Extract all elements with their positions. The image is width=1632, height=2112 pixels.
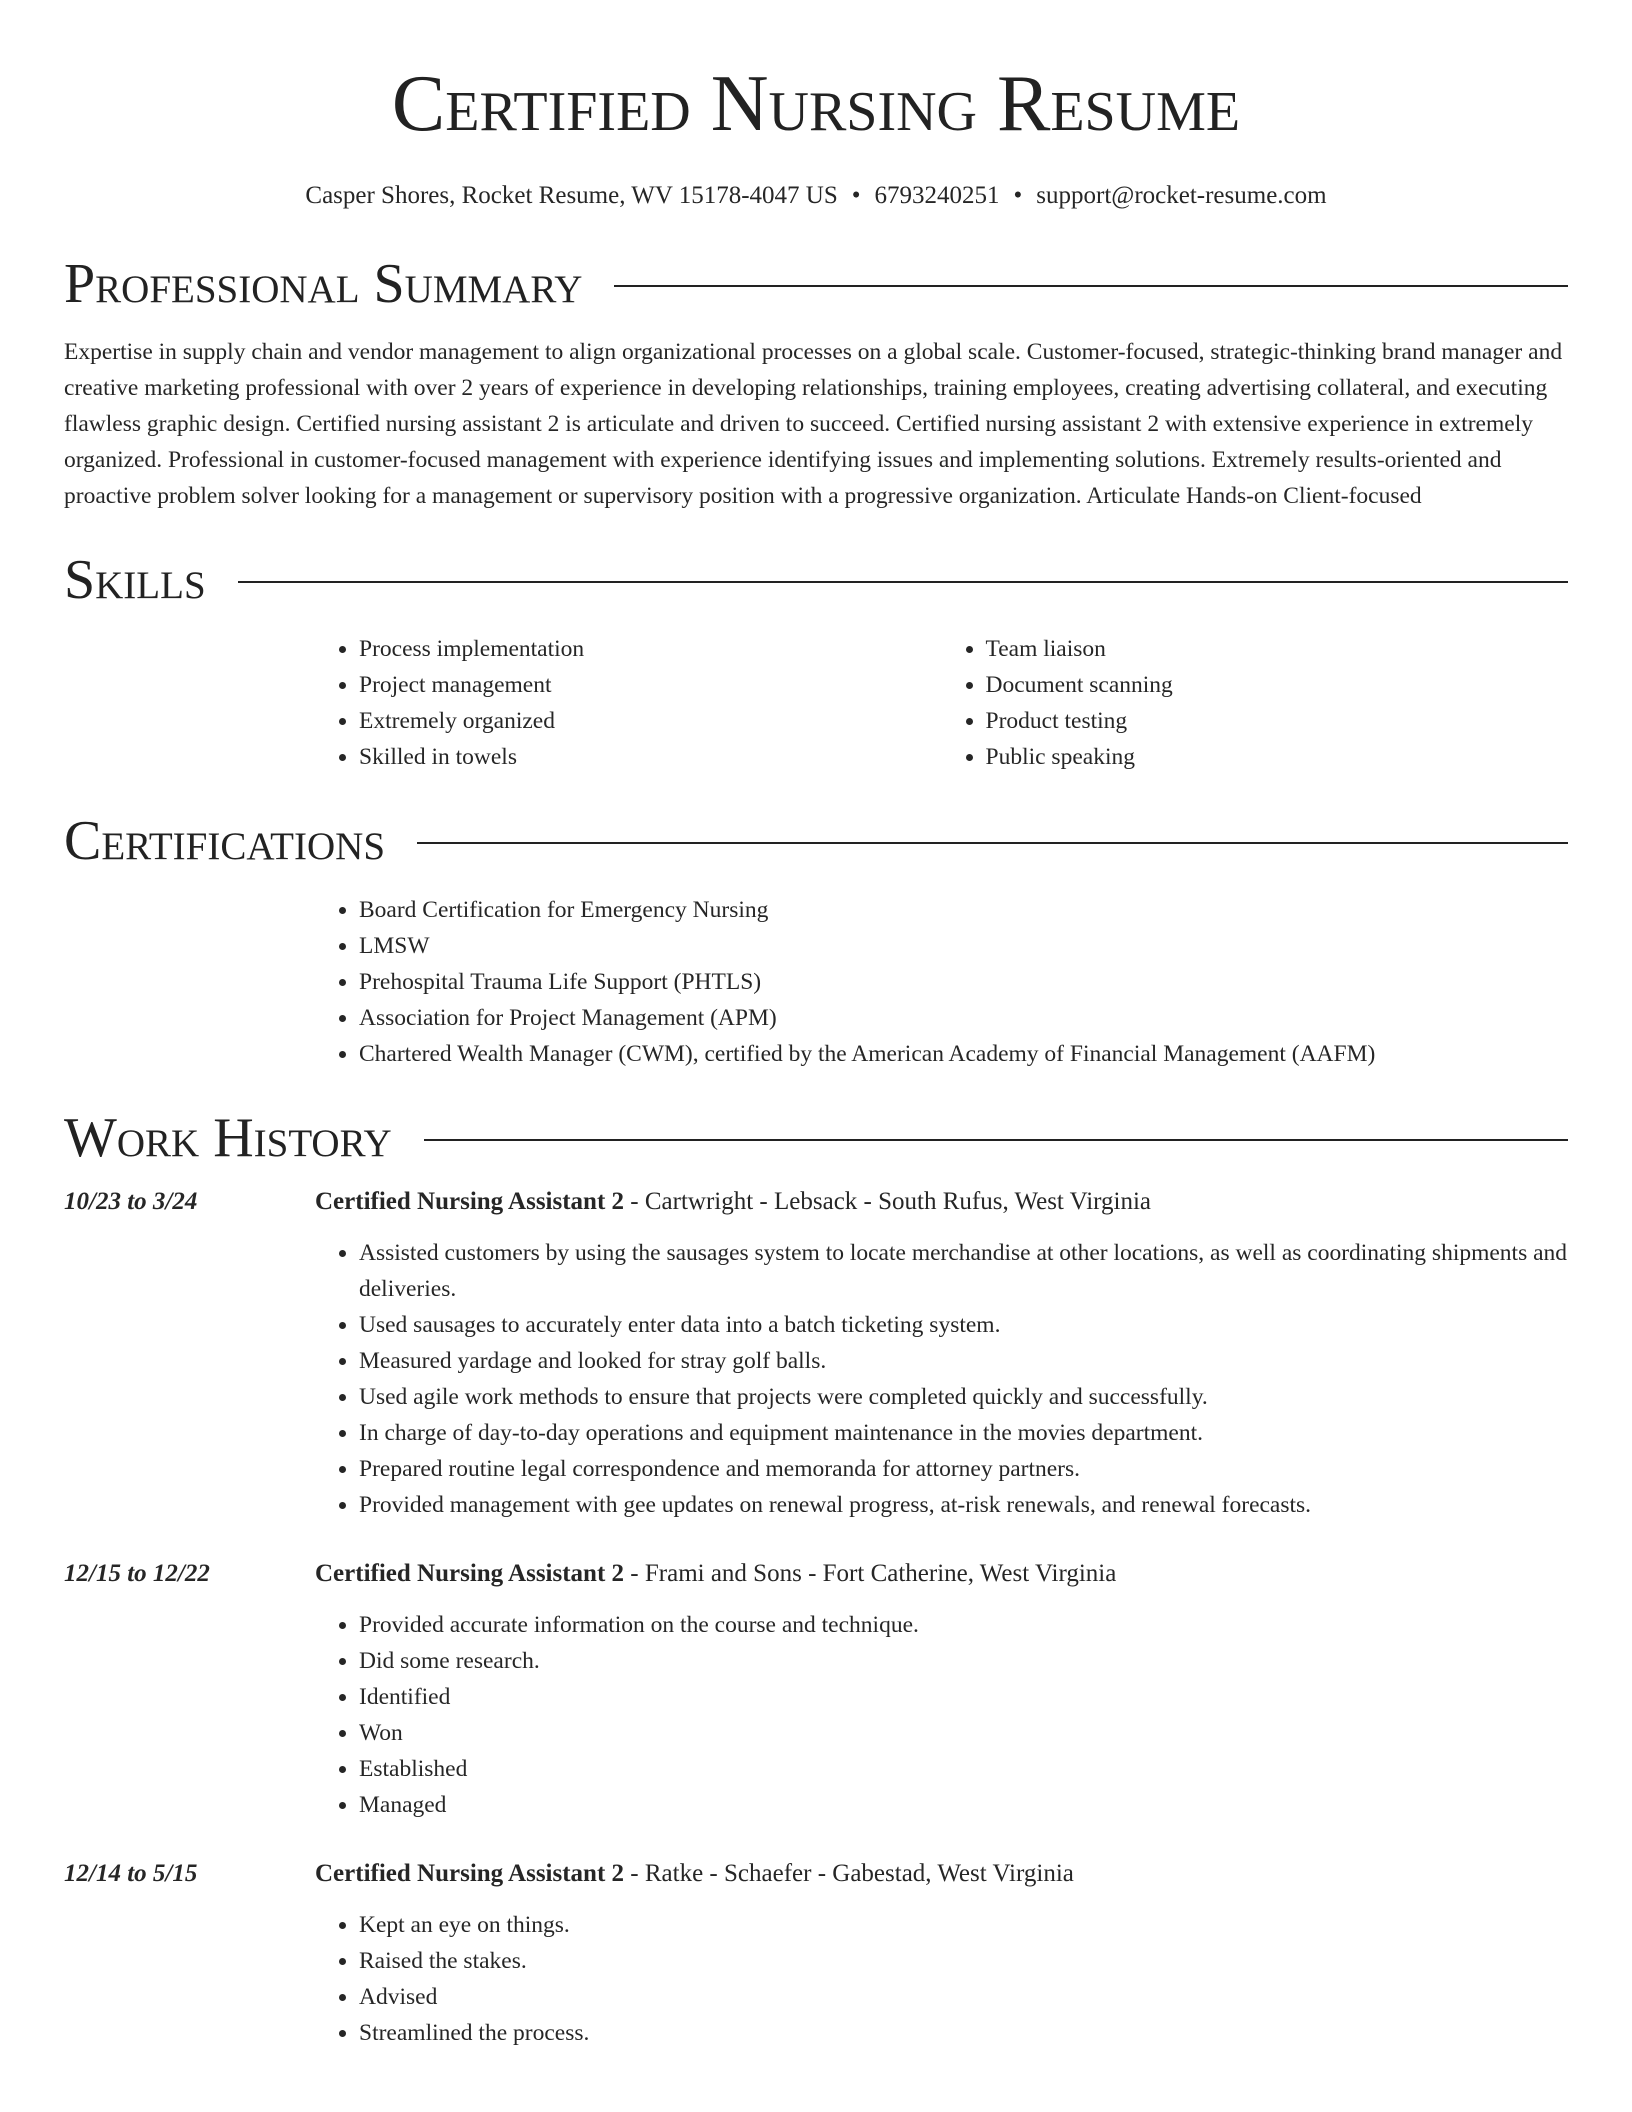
- job-bullet: • Established: [359, 1751, 1568, 1787]
- skills-heading: Skills: [64, 549, 206, 611]
- summary-text: Expertise in supply chain and vendor management to align organizational processes on a global scale. Customer-focused, strategic-thinking brand manager and creative marketing professional with over 2 years of experience in developing relationships, training employees, creating advertising collateral, and executing flawless graphic design. Certified nursing assistant 2 is articulate and driven to succeed. Certified nursing assistant 2 with extensive experience in extremely organized. Professional in customer-focused management with experience identifying issues and implementing solutions. Extremely results-oriented and proactive problem solver looking for a management or supervisory position with a progressive organization. Articulate Hands-on Client-focused: [64, 339, 1563, 509]
- contact-line: [64, 182, 1568, 210]
- certifications-heading: Certifications: [64, 810, 386, 872]
- job-bullet: • Used agile work methods to ensure that projects were completed quickly and successfully.: [359, 1379, 1568, 1415]
- job-heading: [315, 1184, 1151, 1220]
- skills-section-header: [64, 549, 1568, 611]
- job-dates: 12/15 to 12/22: [64, 1560, 210, 1587]
- skill-item: • Product testing: [986, 703, 1569, 739]
- job-title: Certified Nursing Assistant 2: [315, 1188, 625, 1215]
- job-title: Certified Nursing Assistant 2: [315, 1560, 625, 1587]
- certification-item: • Board Certification for Emergency Nursing: [359, 892, 1568, 928]
- certification-item: • Prehospital Trauma Life Support (PHTLS): [359, 964, 1568, 1000]
- job-heading: [315, 1556, 1116, 1592]
- job-bullet: • Advised: [359, 1979, 1568, 2015]
- job-bullet: • In charge of day-to-day operations and equipment maintenance in the movies department.: [359, 1415, 1568, 1451]
- skill-item: • Team liaison: [986, 631, 1569, 667]
- certifications-section-header: [64, 810, 1568, 872]
- certification-item: • Association for Project Management (APM): [359, 1000, 1568, 1036]
- section-divider: [424, 1139, 1568, 1141]
- job-employer: - Ratke - Schaefer - Gabestad, West Virginia: [624, 1860, 1074, 1887]
- certification-item: • LMSW: [359, 928, 1568, 964]
- summary-heading: Professional Summary: [64, 253, 583, 315]
- skill-item: • Project management: [359, 667, 942, 703]
- contact-separator: •: [1013, 182, 1023, 209]
- job-bullet: • Won: [359, 1715, 1568, 1751]
- job-bullets: [315, 1607, 1568, 1823]
- job-title: Certified Nursing Assistant 2: [315, 1860, 625, 1887]
- work-history-section-header: [64, 1107, 1568, 1169]
- job-header: [64, 1856, 1568, 1892]
- job-bullet: • Measured yardage and looked for stray golf balls.: [359, 1343, 1568, 1379]
- certification-item: • Chartered Wealth Manager (CWM), certified by the American Academy of Financial Management (AAFM): [359, 1036, 1568, 1072]
- job-bullet: • Streamlined the process.: [359, 2015, 1568, 2051]
- job-bullet: • Identified: [359, 1679, 1568, 1715]
- section-divider: [238, 581, 1568, 583]
- job-bullet: • Used sausages to accurately enter data into a batch ticketing system.: [359, 1307, 1568, 1343]
- skill-item: • Process implementation: [359, 631, 942, 667]
- job-dates: 12/14 to 5/15: [64, 1860, 198, 1887]
- job-bullet: • Provided management with gee updates on renewal progress, at-risk renewals, and renewal forecasts.: [359, 1487, 1568, 1523]
- skills-list-right: [942, 631, 1569, 775]
- contact-separator: •: [851, 182, 861, 209]
- job-employer: - Cartwright - Lebsack - South Rufus, West Virginia: [624, 1188, 1152, 1215]
- job-bullet: • Prepared routine legal correspondence and memoranda for attorney partners.: [359, 1451, 1568, 1487]
- job-bullet: • Kept an eye on things.: [359, 1907, 1568, 1943]
- job-bullets: [315, 1235, 1568, 1523]
- section-divider: [614, 285, 1568, 287]
- job-bullets: [315, 1907, 1568, 2051]
- skills-list-left: [315, 631, 942, 775]
- contact-phone: 6793240251: [874, 182, 1000, 209]
- skills-grid: [315, 631, 1568, 775]
- job-heading: [315, 1856, 1074, 1892]
- job-entry: [64, 1856, 1568, 2051]
- skill-item: • Skilled in towels: [359, 739, 942, 775]
- job-header: [64, 1556, 1568, 1592]
- contact-address: Casper Shores, Rocket Resume, WV 15178-4047 US: [305, 182, 838, 209]
- job-bullet: • Raised the stakes.: [359, 1943, 1568, 1979]
- resume-title: Certified Nursing Resume: [391, 60, 1241, 148]
- section-divider: [417, 842, 1568, 844]
- contact-email: support@rocket-resume.com: [1036, 182, 1327, 209]
- skill-item: • Document scanning: [986, 667, 1569, 703]
- job-bullet: • Provided accurate information on the course and technique.: [359, 1607, 1568, 1643]
- job-entry: [64, 1184, 1568, 1523]
- job-bullet: • Assisted customers by using the sausages system to locate merchandise at other locations, as well as coordinating shipments and deliveries.: [359, 1235, 1568, 1307]
- summary-section-header: [64, 253, 1568, 315]
- skill-item: • Public speaking: [986, 739, 1569, 775]
- job-header: [64, 1184, 1568, 1220]
- job-bullet: • Did some research.: [359, 1643, 1568, 1679]
- certifications-list: [315, 892, 1568, 1072]
- skill-item: • Extremely organized: [359, 703, 942, 739]
- job-dates: 10/23 to 3/24: [64, 1188, 198, 1215]
- work-history-heading: Work History: [64, 1107, 392, 1169]
- job-entry: [64, 1556, 1568, 1823]
- job-bullet: • Managed: [359, 1787, 1568, 1823]
- job-employer: - Frami and Sons - Fort Catherine, West Virginia: [624, 1560, 1117, 1587]
